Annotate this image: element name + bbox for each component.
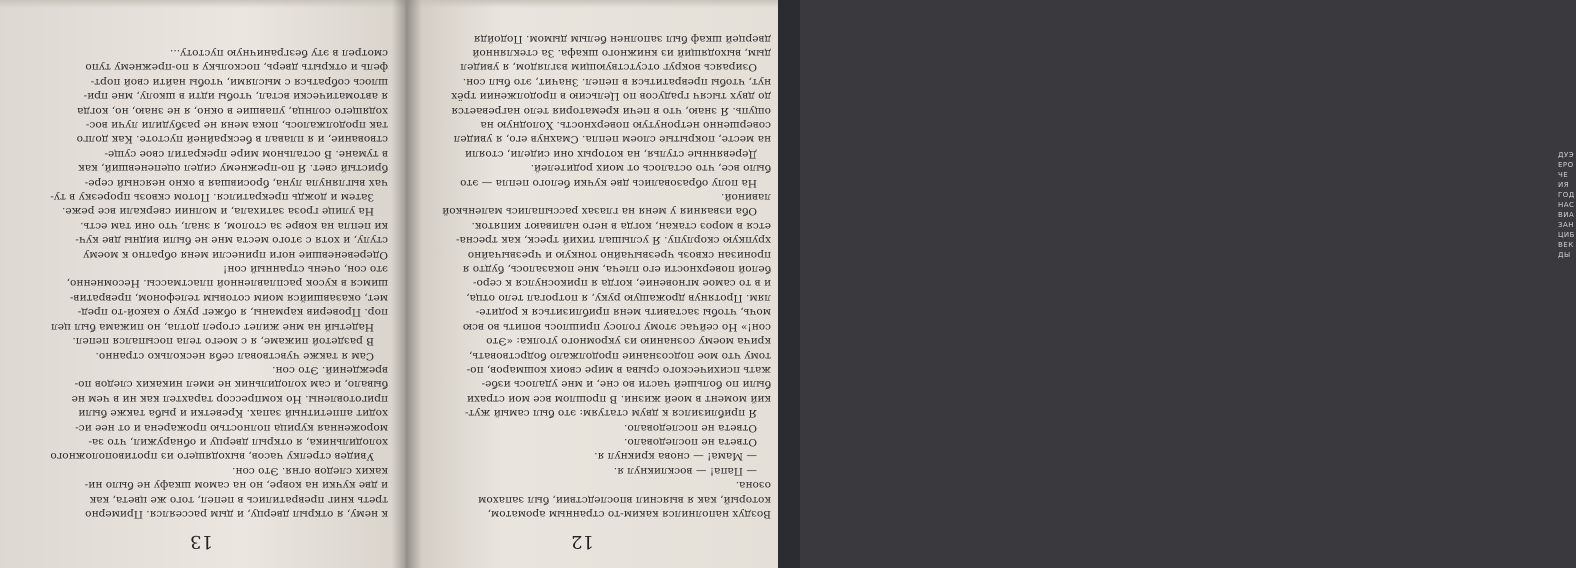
edge-label: ВЕК [1558,241,1574,249]
text-line: холодильника, я открыл дверцу и обнаружил, что за- [88,435,388,448]
text-line: белой поверхности его плеча, мне показалось, будто я [462,263,771,276]
text-line: Увидев стрелку часов, выходящего из противоположного [50,450,374,463]
text-line: стулу, и хотя с этого места мне не были видны две куч- [75,234,388,247]
text-line: На полу образовались две кучки белого пепла — это [460,176,757,189]
text-line: Ответа не последовало. [623,421,757,434]
text-line: Озираясь вокруг отсутствующим взглядом, я увидел [460,61,757,74]
right-page-text-upside-down [421,10,771,558]
text-line: мороженная курица полностью прожарена и от нее ис- [75,421,388,434]
edge-labels [1558,150,1576,260]
text-line: Ответа не последовало. [623,435,757,448]
right-page-number: 12 [571,531,594,552]
text-line: фель и открыть дверь, поскольку я по-прежнему тупо [85,61,388,74]
text-line: ки пепла на ковре за столом, я знал, что они там есть. [80,219,388,232]
text-line: смотрел в эту безграничную пустоту... [169,47,388,59]
text-line: и две кучки на ковре, но на самом шкафу не было ни- [84,479,388,492]
text-line: приготовлены. Но компрессор тарахтел как ни в чем не [71,392,388,405]
text-line: озона. [735,479,771,492]
left-page-body [18,46,388,521]
edge-label: ЦИБ [1558,231,1575,239]
text-line: пронизан сквозь чрезвычайно тонкую и чрезвычайно [467,248,771,261]
edge-label: ЗАН [1558,221,1575,229]
text-line: — Мама! — снова крикнул я. [594,450,757,463]
text-line: ется в мороз стакан, когда в него наливают кипяток. [471,219,771,232]
text-line: бывало, и сам холодильник не имел никаких следов по- [74,378,388,391]
text-line: бристый свет. Я по-прежнему сидел оцепеневший, как [78,162,388,175]
text-line: вреждений. Это сон. [272,363,388,376]
text-line: шимся в кусок расплавленной пластмассы. Несомненно, [66,277,388,290]
text-line: я автоматически встал, чтобы идти в школу, мне при- [83,90,388,103]
edge-label: ГОД [1558,191,1575,199]
text-line: Деревянные стулья, на которых они сидели, стояли [464,147,757,160]
right-page-body [421,31,771,521]
text-line: Оба изваяния у меня на глазах рассыпались маленькой [442,205,757,218]
edge-label: ДУЭ [1558,151,1575,159]
text-line: лавиной. [721,191,771,204]
text-line: кий момент в моей жизни. В прошлом все мои страхи [466,392,771,405]
text-line: шлось собраться с мыслями, чтобы найти свой порт- [90,75,388,88]
edge-label: ЧЕ [1558,171,1569,179]
text-line: нут, чтобы превратиться в пепел. Значит, это был сон. [462,75,771,88]
background-book-edge [778,0,1575,568]
page-shadow [0,0,405,8]
text-line: жать психического срыва в мире своих кошмаров, по- [466,363,771,376]
edge-label: ВИА [1558,211,1575,219]
text-line: хрупкую скорлупу. Я услышал тихий треск, как тресна- [455,234,771,247]
text-line: чах выглянула луна, бросившая в окно неясный сере- [84,176,388,189]
text-line: Сам я также чувствовал себя несколько странно. [95,349,374,362]
text-line: до двух тысяч градусов по Цельсию в продолжении трёх [451,90,771,103]
text-line: было все, что осталось от моих родителей. [530,162,771,175]
text-line: мочь, чтобы заставить меня приблизиться к родите- [475,306,771,319]
text-line: ходит аппетитный запах. Креветки и рыба также были [78,407,388,420]
book-spine-gutter [392,0,422,568]
edge-label: ИЯ [1558,181,1570,189]
text-line: были по большей части во сне, и мне удалось избе- [481,378,771,391]
text-line: треть книг превратились в пепел, того же цвета, как [89,493,388,506]
text-line: дым, выходящий из книжного шкафа. За стеклянной [472,47,771,59]
text-line: каких следов огня. Это сон. [232,464,388,477]
text-line: Затем и дождь прекратился. Потом сквозь прорезку в ту- [50,191,374,204]
text-line: пор. Проверив карманы, я обжег руку о какой-то пред- [77,306,388,319]
text-line: ощупь. Я знаю, что в печи крематория тело нагревается [451,104,771,117]
text-line: совершенно нетронутую поверхность. Холодную на [480,119,771,132]
text-line: на месте, покрытые слоем пепла. Смахнув его, я увидел [453,133,771,146]
text-line: тому что мое подсознание продолжало бодрствовать, [469,349,771,362]
text-line: крича моему сознанию из укромного уголка: «Это [486,335,771,348]
text-line: Воздух наполнился каким-то странным ароматом, [487,508,771,520]
text-line: Я приблизился к двум статуям: это был самый жут- [464,407,757,420]
text-line: ходящего солнца, упавшие в окно, я не знаю, но, когда [77,104,388,117]
text-line: лям. Протянув дрожащую руку, я потрогал тело отца, [466,291,771,304]
left-page-number: 13 [190,531,213,552]
page-shadow [405,0,785,8]
text-line: Надетый на мне жилет сгорел дотла, но пижама был цел [51,320,374,333]
left-page-text-upside-down [18,10,388,558]
text-line: Одеревеневшие ноги принесли меня обратно к моему [83,248,388,261]
text-line: в тумане. В остальном мире прекратил свое суще- [104,147,388,160]
text-line: ствование, и я плавал в бескрайней пустоте. Как долго [76,133,388,146]
edge-label: ЕРО [1558,161,1574,169]
left-page [0,0,405,568]
text-line: и в то самое мгновение, когда я прикоснулся к серо- [472,277,771,290]
text-line: В раздетой пижаме, я с моего тела посыпался пепел. [72,335,374,348]
text-line: так продолжалось, пока меня не разбудили лучи вос- [85,119,388,132]
right-page [405,0,785,568]
text-line: мет, оказавшийся моим сотовым телефоном, превратив- [69,291,388,304]
edge-label: ДЫ [1558,251,1571,259]
text-line: дверцей шкаф был заполнен белым дымом. Подойдя [473,32,771,45]
text-line: сон!» Но сейчас этому голосу пришлось вопить во всю [462,320,771,333]
text-line: который, как я выяснил впоследствии, был запахом [478,493,771,506]
text-line: На улице гроза затихала, и молнии сверкали все реже. [62,205,374,218]
edge-label: НАС [1558,201,1575,209]
text-line: к нему, я открыл дверцу, и дым рассеялся. Примерно [85,508,388,520]
text-line: это сон, очень странный сон! [223,263,388,276]
text-line: — Папа! — воскликнул я. [613,464,757,477]
